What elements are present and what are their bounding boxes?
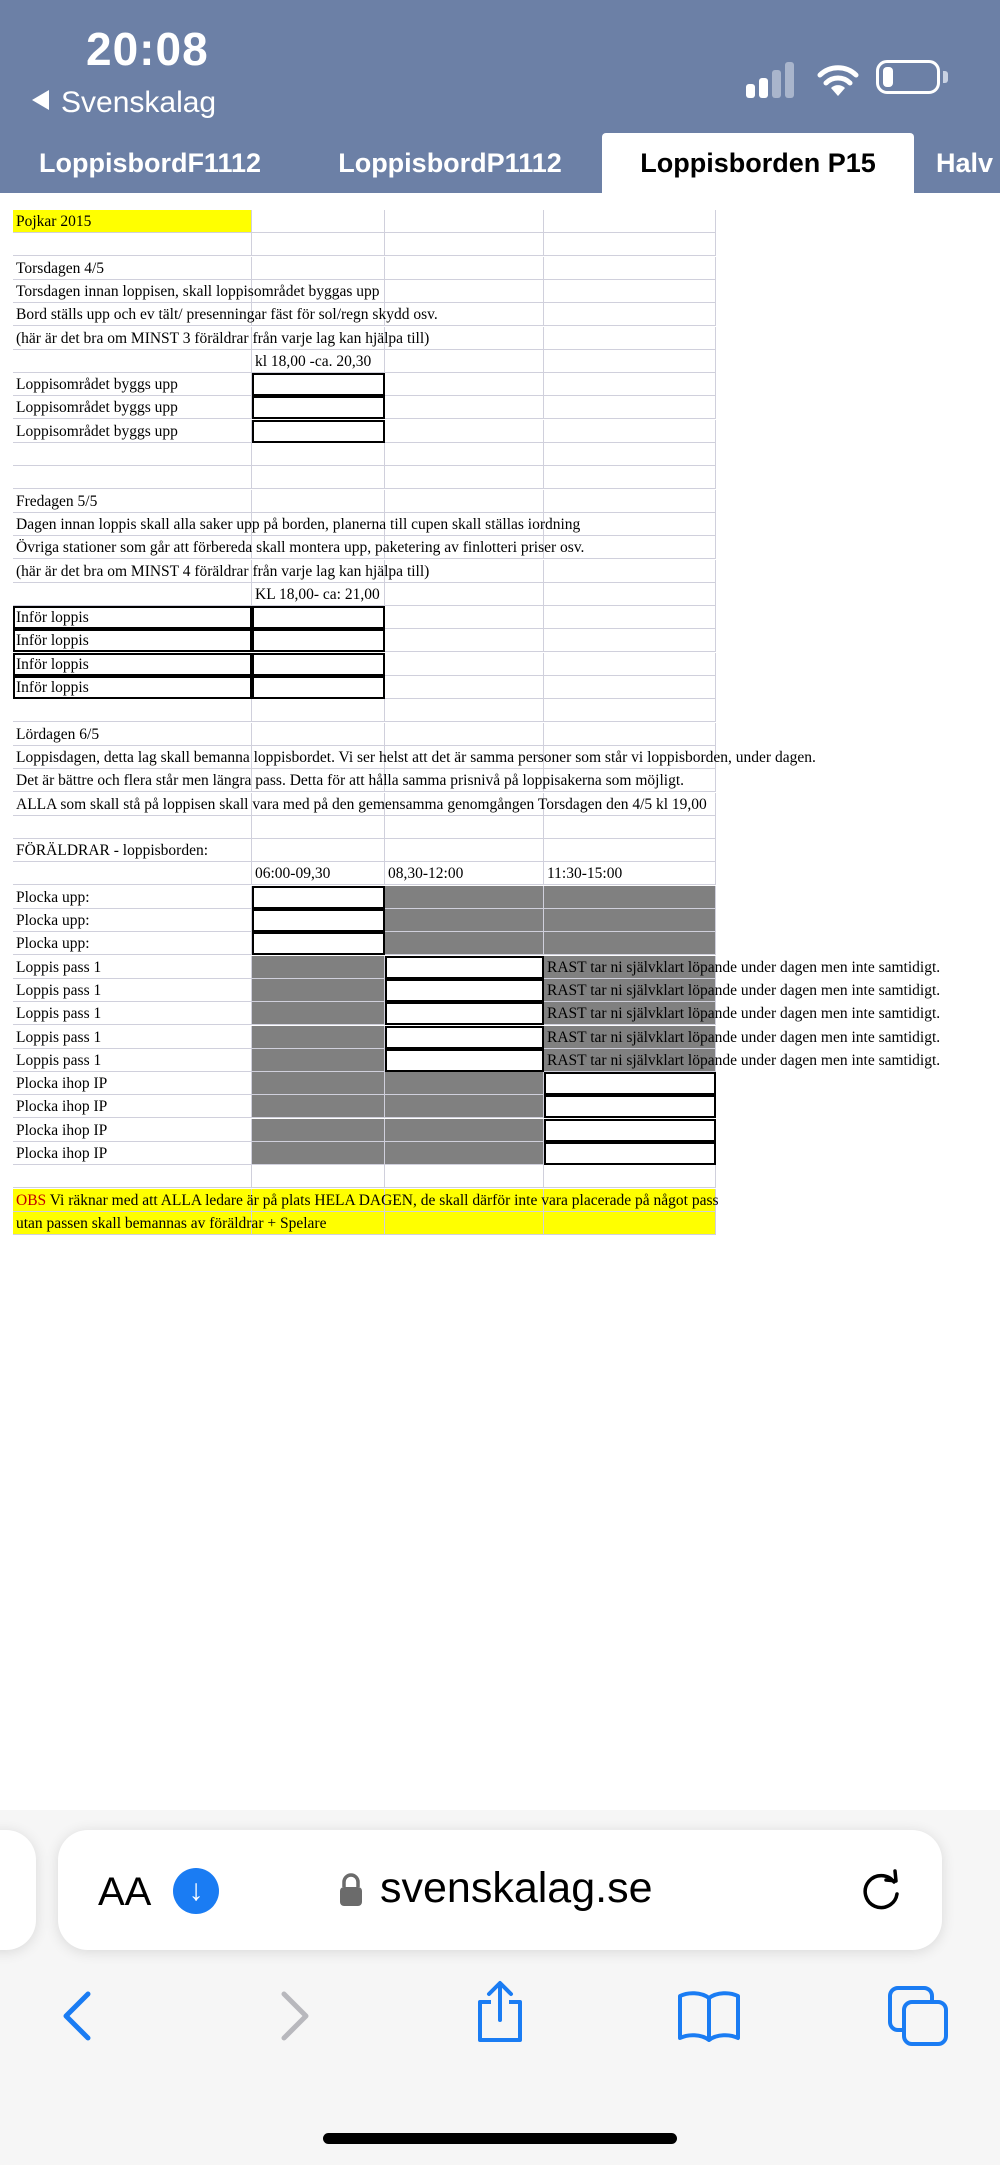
sheet-row [13, 443, 716, 466]
sheet-cell[interactable] [385, 723, 544, 746]
task-label-part: Loppisområdet byggs upp [16, 399, 178, 417]
sheet-cell[interactable] [385, 839, 544, 862]
task-label-part: Inför loppis [16, 679, 89, 696]
task-label-part: Inför loppis [16, 609, 89, 627]
sheet-cell[interactable] [13, 466, 252, 489]
sheet-cell[interactable] [252, 909, 385, 932]
sheet-row [13, 1212, 716, 1235]
sheet-cell[interactable] [544, 280, 716, 303]
sheet-row [13, 699, 716, 722]
sheet-cell[interactable] [385, 676, 544, 699]
time-slot-part: 06:00-09,30 [255, 865, 331, 883]
task-label [16, 374, 178, 395]
task-label-part: Loppisområdet byggs upp [16, 376, 178, 394]
reader-settings-button[interactable]: AA [98, 1870, 152, 1914]
rast-note [547, 957, 940, 978]
sheet-row [13, 1026, 941, 1049]
sheet-cell[interactable] [13, 583, 252, 606]
sheet-row [13, 1072, 716, 1095]
sheet-cell[interactable] [544, 327, 716, 350]
sheet-row [13, 956, 941, 979]
sheet-row [13, 676, 716, 699]
sheet-row [13, 909, 716, 932]
time-slot [547, 863, 622, 884]
sheet-cell[interactable] [385, 1049, 544, 1072]
sheet-cell[interactable] [544, 1142, 716, 1165]
sheet-text [16, 328, 429, 349]
sheet-cell[interactable] [13, 233, 252, 256]
sheet-cell[interactable] [252, 629, 385, 652]
sheet-cell[interactable] [544, 816, 716, 839]
task-label-part: Loppis pass 1 [16, 958, 102, 976]
sheet-text [16, 514, 580, 535]
sheet-text-part: Torsdagen 4/5 [16, 259, 105, 277]
sheet-cell[interactable] [252, 932, 385, 955]
sheet-cell[interactable] [544, 350, 716, 373]
sheet-row [13, 513, 716, 536]
sheet-cell[interactable] [252, 420, 385, 443]
forward-icon[interactable] [264, 1988, 320, 2044]
task-label [16, 1050, 101, 1071]
sheet-text [16, 537, 584, 558]
sheet-cell[interactable] [252, 1002, 385, 1025]
sheet-cell[interactable] [252, 723, 385, 746]
sheet-cell[interactable] [544, 443, 716, 466]
sheet-text-part: utan passen skall bemannas av föräldrar + Spelare [16, 1214, 327, 1232]
tab-loppisbordf1112[interactable]: LoppisbordF1112 [38, 148, 262, 178]
sheet-text-part: Bord ställs upp och ev tält/ presenningar fäst för sol/regn skydd osv. [16, 306, 438, 324]
sheet-cell[interactable] [544, 909, 716, 932]
sheet-row [13, 839, 716, 862]
sheet-text-part: föräldrar från varje lag kan hjälpa till) [190, 562, 430, 580]
sheet-row [13, 769, 716, 792]
sheet-cell[interactable] [252, 233, 385, 256]
sheet-cell[interactable] [252, 443, 385, 466]
sheet-text-part: Det är bättre och flera står men längra pass. Detta för att hålla samma prisnivå på loppisakerna som möjligt. [16, 772, 684, 790]
back-label: Svenskalag [61, 86, 217, 119]
sheet-cell[interactable] [385, 350, 544, 373]
sheet-cell[interactable] [385, 956, 544, 979]
task-label-part: Loppis pass 1 [16, 981, 102, 999]
task-label-part: Loppis pass 1 [16, 1051, 102, 1069]
task-label [16, 1143, 107, 1164]
sheet-cell[interactable] [544, 1119, 716, 1142]
sheet-cell[interactable] [544, 653, 716, 676]
task-label-part: Plocka ihop IP [16, 1098, 108, 1116]
time-range [255, 351, 371, 372]
sheet-row [13, 1165, 716, 1188]
rast-note-part: RAST tar ni självklart löpande under dagen men inte samtidigt. [547, 1028, 941, 1046]
sheet-cell[interactable] [385, 1072, 544, 1095]
sheet-cell[interactable] [385, 490, 544, 513]
sheet-cell[interactable] [252, 653, 385, 676]
time-slot-part: 11:30-15:00 [547, 865, 623, 883]
sheet-cell[interactable] [252, 396, 385, 419]
previous-tab-preview[interactable] [0, 1830, 36, 1950]
time-range [255, 584, 380, 605]
sheet-cell[interactable] [385, 886, 544, 909]
time-slot [255, 863, 330, 884]
sheet-tab-bar [0, 133, 1000, 193]
sheet-cell[interactable] [385, 1026, 544, 1049]
sheet-cell[interactable] [385, 1142, 544, 1165]
sheet-cell[interactable] [252, 257, 385, 280]
sheet-cell[interactable] [385, 583, 544, 606]
sheet-row [13, 327, 716, 350]
sheet-cell[interactable] [544, 606, 716, 629]
task-label [16, 421, 178, 442]
lock-icon [338, 1872, 364, 1908]
sheet-row [13, 723, 716, 746]
home-indicator [323, 2133, 677, 2144]
sheet-cell[interactable] [544, 1165, 716, 1188]
sheet-text [16, 770, 684, 791]
sheet-row [13, 466, 716, 489]
sheet-cell[interactable] [544, 676, 716, 699]
sheet-note-part: Vi räknar med att ALLA ledare är på plats HELA DAGEN, de skall därför inte vara placerade [46, 1191, 632, 1209]
sheet-cell[interactable] [385, 466, 544, 489]
task-label-part: Inför loppis [16, 632, 89, 650]
sheet-note [16, 1190, 719, 1211]
sheet-cell[interactable] [252, 699, 385, 722]
sheet-cell[interactable] [544, 420, 716, 443]
task-label-part: Plocka upp: [16, 935, 90, 953]
sheet-note-part: OBS [16, 1191, 47, 1209]
task-label [16, 1073, 107, 1094]
sheet-cell[interactable] [544, 583, 716, 606]
battery-icon [876, 60, 940, 94]
sheet-row [13, 490, 716, 513]
sheet-text-part: Loppisdagen, detta lag skall bemanna loppisbordet. Vi ser helst att det är samma personer som står vi loppisborden, under dagen. [16, 748, 816, 766]
sheet-text [16, 794, 707, 815]
sheet-cell[interactable] [544, 1072, 716, 1095]
sheet-row [13, 746, 816, 769]
sheet-row [13, 233, 716, 256]
sheet-cell[interactable] [385, 629, 544, 652]
rast-note [547, 1027, 940, 1048]
sheet-cell[interactable] [252, 1142, 385, 1165]
sheet-row [13, 350, 716, 373]
task-label [16, 397, 178, 418]
sheet-cell[interactable] [252, 1072, 385, 1095]
sheet-text-part: MINST 4 [130, 562, 191, 580]
sheet-text-part: föräldrar från varje lag kan hjälpa till) [190, 329, 430, 347]
sheet-cell[interactable] [252, 606, 385, 629]
sheet-cell[interactable] [385, 210, 544, 233]
sheet-cell[interactable] [13, 350, 252, 373]
sheet-cell[interactable] [544, 303, 716, 326]
sheet-text-part: Torsdagen innan loppisen, skall loppisområdet byggas upp [16, 282, 380, 300]
wifi-icon [816, 58, 860, 98]
time-range-part: KL 18,00- ca: 21,00 [255, 585, 380, 603]
sheet-cell[interactable] [385, 420, 544, 443]
sheet-cell[interactable] [13, 1165, 252, 1188]
sheet-cell[interactable] [544, 886, 716, 909]
sheet-cell[interactable] [544, 723, 716, 746]
sheet-text-part: (här är det bra om [16, 329, 131, 347]
sheet-cell[interactable] [385, 979, 544, 1002]
sheet-row [13, 420, 716, 443]
sheet-cell[interactable] [385, 443, 544, 466]
task-label-part: Inför loppis [16, 655, 89, 673]
sheet-row [13, 396, 716, 419]
url-text[interactable]: svenskalag.se [380, 1864, 653, 1912]
task-label-part: Plocka ihop IP [16, 1145, 108, 1162]
sheet-text-part: (här är det bra om [16, 562, 131, 580]
tab-loppisbordp1112[interactable]: LoppisbordP1112 [338, 148, 562, 178]
sheet-cell[interactable] [385, 932, 544, 955]
sheet-cell[interactable] [385, 909, 544, 932]
sheet-cell[interactable] [252, 490, 385, 513]
sheet-row [13, 793, 716, 816]
sheet-cell[interactable] [385, 606, 544, 629]
sheet-cell[interactable] [252, 1119, 385, 1142]
task-label [16, 677, 89, 698]
sheet-row [13, 653, 716, 676]
sheet-row [13, 1095, 716, 1118]
sheet-cell[interactable] [385, 373, 544, 396]
task-label [16, 654, 89, 675]
rast-note [547, 1050, 940, 1071]
task-label [16, 910, 90, 931]
task-label [16, 957, 101, 978]
status-bar [0, 0, 1000, 133]
sheet-cell[interactable] [385, 653, 544, 676]
rast-note-part: RAST tar ni självklart löpande under dagen men inte samtidigt. [547, 1005, 941, 1023]
sheet-cell[interactable] [544, 629, 716, 652]
sheet-row [13, 886, 716, 909]
back-arrow-icon [32, 90, 49, 110]
sheet-text [16, 491, 97, 512]
status-time: 20:08 [86, 23, 209, 75]
sheet-text-part: Dagen innan loppis skall alla saker upp på borden, planerna till cupen skall ställas iordning [16, 515, 581, 533]
sheet-text [16, 304, 438, 325]
task-label [16, 1003, 101, 1024]
sheet-text [16, 724, 99, 745]
sheet-text-part: ALLA som skall stå på loppisen skall vara med på den gemensamma genomgången Torsdagen den 4/5 kl 19,00 [16, 795, 707, 813]
back-to-app-link[interactable] [32, 86, 216, 120]
sheet-cell[interactable] [13, 862, 252, 885]
sheet-cell[interactable] [252, 1026, 385, 1049]
address-bar[interactable] [58, 1830, 942, 1950]
tab-halv[interactable]: Halv [936, 148, 994, 178]
battery-tip [943, 71, 948, 83]
task-label-part: Loppisområdet byggs upp [16, 422, 178, 440]
share-icon[interactable] [472, 1980, 528, 2044]
sheet-cell[interactable] [252, 466, 385, 489]
sheet-cell[interactable] [252, 839, 385, 862]
sheet-row [13, 932, 716, 955]
tab-loppisborden-p15[interactable]: Loppisborden P15 [602, 133, 914, 193]
sheet-cell[interactable] [385, 1165, 544, 1188]
task-label [16, 607, 89, 628]
sheet-cell[interactable] [544, 257, 716, 280]
sheet-cell[interactable] [385, 233, 544, 256]
sheet-cell[interactable] [252, 1049, 385, 1072]
sheet-cell[interactable] [385, 699, 544, 722]
sheet-cell[interactable] [544, 490, 716, 513]
rast-note [547, 1003, 940, 1024]
sheet-title [16, 211, 91, 232]
sheet-cell[interactable] [13, 699, 252, 722]
sheet-text-part: Övriga stationer som går att förbereda skall montera upp, paketering av finlotteri priser osv. [16, 539, 585, 557]
task-label-part: Loppis pass 1 [16, 1005, 102, 1023]
task-label [16, 933, 90, 954]
sheet-cell[interactable] [385, 1095, 544, 1118]
sheet-text [16, 258, 104, 279]
sheet-text [16, 281, 380, 302]
task-label [16, 887, 90, 908]
rast-note-part: RAST tar ni självklart löpande under dagen men inte samtidigt. [547, 981, 941, 999]
sheet-cell[interactable] [252, 956, 385, 979]
sheet-cell[interactable] [385, 816, 544, 839]
sheet-cell[interactable] [252, 1165, 385, 1188]
sheet-cell[interactable] [544, 699, 716, 722]
sheet-row [13, 1189, 719, 1212]
sheet-cell[interactable] [385, 1212, 544, 1235]
sheet-row [13, 1142, 716, 1165]
sheet-cell[interactable] [385, 257, 544, 280]
cellular-signal-icon [746, 58, 796, 98]
sheet-note-part: på något pass [631, 1191, 719, 1209]
sheet-cell[interactable] [252, 979, 385, 1002]
time-slot-part: 08,30-12:00 [388, 865, 464, 883]
task-label-part: Loppis pass 1 [16, 1028, 102, 1046]
download-icon[interactable]: ↓ [173, 1868, 219, 1914]
sheet-row [13, 1002, 941, 1025]
sheet-cell[interactable] [252, 1095, 385, 1118]
sheet-cell[interactable] [544, 560, 716, 583]
sheet-text [16, 840, 208, 861]
sheet-row [13, 979, 941, 1002]
sheet-cell[interactable] [252, 676, 385, 699]
sheet-row [13, 257, 716, 280]
task-label-part: Plocka ihop IP [16, 1075, 108, 1093]
rast-note-part: RAST tar ni självklart löpande under dagen men inte samtidigt. [547, 958, 941, 976]
sheet-cell[interactable] [544, 396, 716, 419]
sheet-row [13, 583, 716, 606]
reload-icon[interactable] [856, 1866, 906, 1916]
bookmarks-icon[interactable] [676, 1988, 742, 2044]
task-label [16, 1096, 107, 1117]
sheet-cell[interactable] [544, 233, 716, 256]
sheet-text [16, 747, 816, 768]
sheet-cell[interactable] [544, 210, 716, 233]
sheet-text [16, 1213, 326, 1234]
sheet-text-part: Lördagen 6/5 [16, 725, 100, 743]
sheet-cell[interactable] [544, 1212, 716, 1235]
time-slot [388, 863, 463, 884]
sheet-cell[interactable] [544, 373, 716, 396]
task-label [16, 980, 101, 1001]
sheet-row [13, 560, 716, 583]
sheet-cell[interactable] [252, 373, 385, 396]
sheet-row [13, 1049, 941, 1072]
sheet-cell[interactable] [544, 932, 716, 955]
sheet-text-part: FÖRÄLDRAR - loppisborden: [16, 842, 209, 860]
sheet-row [13, 606, 716, 629]
sheet-title-part: Pojkar 2015 [16, 213, 92, 230]
sheet-row [13, 210, 716, 233]
time-range-part: kl 18,00 -ca. 20,30 [255, 352, 372, 370]
sheet-row [13, 303, 716, 326]
sheet-row [13, 816, 716, 839]
sheet-row [13, 280, 716, 303]
sheet-text-part: MINST 3 [130, 329, 191, 347]
sheet-row [13, 629, 716, 652]
sheet-row [13, 1119, 716, 1142]
sheet-cell[interactable] [385, 396, 544, 419]
sheet-row [13, 373, 716, 396]
sheet-cell[interactable] [252, 210, 385, 233]
sheet-cell[interactable] [385, 1002, 544, 1025]
sheet-cell[interactable] [385, 280, 544, 303]
rast-note-part: RAST tar ni självklart löpande under dagen men inte samtidigt. [547, 1051, 941, 1069]
sheet-row [13, 536, 716, 559]
task-label-part: Plocka ihop IP [16, 1121, 108, 1139]
sheet-row [13, 862, 716, 885]
sheet-text-part: Fredagen 5/5 [16, 492, 98, 510]
task-label-part: Plocka upp: [16, 912, 90, 929]
sheet-text [16, 561, 429, 582]
sheet-cell[interactable] [385, 1119, 544, 1142]
sheet-cell[interactable] [544, 839, 716, 862]
sheet-cell[interactable] [13, 816, 252, 839]
sheet-cell[interactable] [252, 816, 385, 839]
task-label [16, 1027, 101, 1048]
rast-note [547, 980, 940, 1001]
back-icon[interactable] [52, 1988, 108, 2044]
tabs-icon[interactable] [886, 1984, 950, 2048]
task-label [16, 630, 89, 651]
sheet-cell[interactable] [13, 443, 252, 466]
sheet-cell[interactable] [544, 1095, 716, 1118]
sheet-cell[interactable] [544, 466, 716, 489]
sheet-cell[interactable] [252, 886, 385, 909]
task-label [16, 1120, 107, 1141]
task-label-part: Plocka upp: [16, 888, 90, 906]
